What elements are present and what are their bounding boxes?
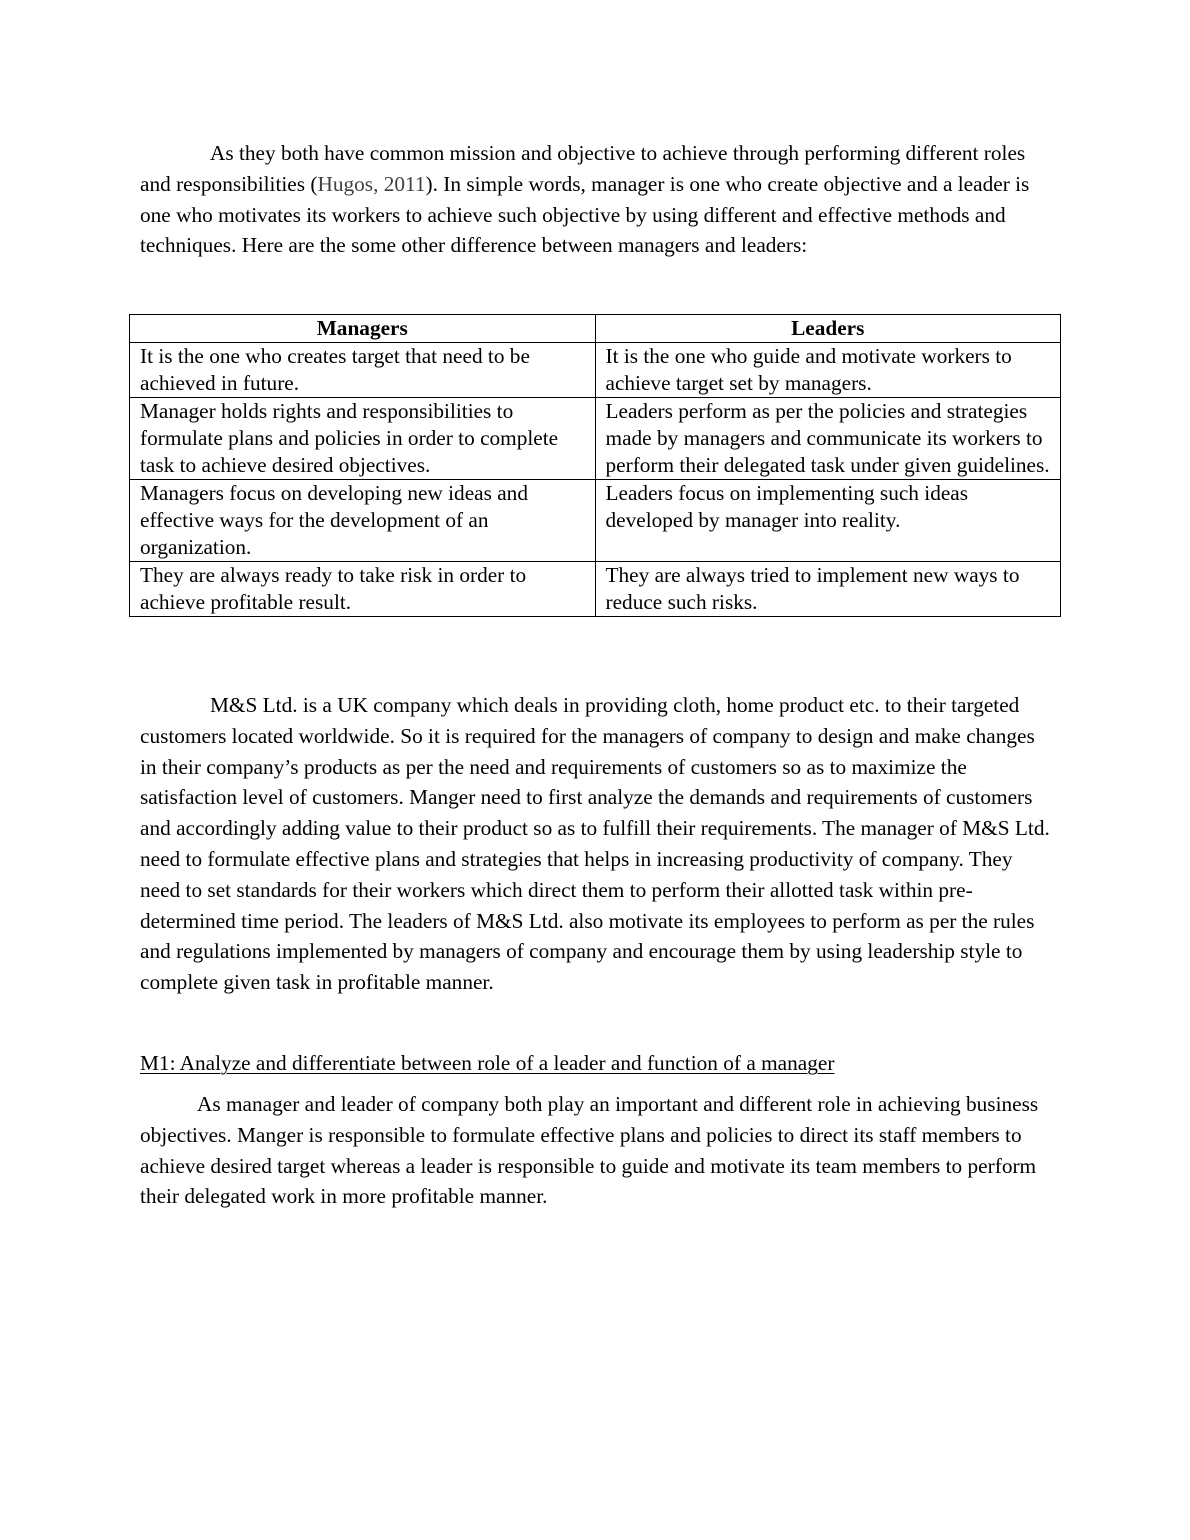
leaders-cell: They are always tried to implement new ways to reduce such risks. — [595, 562, 1061, 617]
managers-cell: Managers focus on developing new ideas and effective ways for the development of an organization. — [130, 480, 596, 562]
managers-cell: Manager holds rights and responsibilities to formulate plans and policies in order to complete task to achieve desired objectives. — [130, 398, 596, 480]
table-row — [130, 343, 1061, 398]
section-heading: M1: Analyze and differentiate between role of a leader and function of a manager — [140, 1051, 835, 1075]
company-paragraph: M&S Ltd. is a UK company which deals in providing cloth, home product etc. to their targeted customers located worldwide. So it is required for the managers of company to design and make changes in their company’s products as per the need and requirements of customers so as to maximize the satisfaction level of customers. Manger need to first analyze the demands and requirements of customers and accordingly adding value to their product so as to fulfill their requirements. The manager of M&S Ltd. need to formulate effective plans and strategies that helps in increasing productivity of company. They need to set standards for their workers which direct them to perform their allotted task within pre-determined time period. The leaders of M&S Ltd. also motivate its employees to perform as per the rules and regulations implemented by managers of company and encourage them by using leadership style to complete given task in profitable manner. — [140, 693, 1050, 995]
leaders-cell: Leaders focus on implementing such ideas developed by manager into reality. — [595, 480, 1061, 562]
managers-cell: They are always ready to take risk in order to achieve profitable result. — [130, 562, 596, 617]
table-header-row — [130, 315, 1061, 343]
managers-cell: It is the one who creates target that need to be achieved in future. — [130, 343, 596, 398]
closing-paragraph: As manager and leader of company both play an important and different role in achieving business objectives. Manger is responsible to formulate effective plans and policies to direct its staff members to achieve desired target whereas a leader is responsible to guide and motivate its team members to perform their delegated work in more profitable manner. — [140, 1092, 1039, 1209]
table-row — [130, 562, 1061, 617]
leaders-cell: Leaders perform as per the policies and strategies made by managers and communicate its workers to perform their delegated task under given guidelines. — [595, 398, 1061, 480]
leaders-cell: It is the one who guide and motivate workers to achieve target set by managers. — [595, 343, 1061, 398]
citation: Hugos, 2011 — [317, 171, 426, 196]
column-header-leaders: Leaders — [595, 315, 1061, 343]
table-row — [130, 480, 1061, 562]
table-row — [130, 398, 1061, 480]
column-header-managers: Managers — [130, 315, 596, 343]
comparison-table — [129, 314, 1061, 617]
intro-text-after-citation: ). In simple words, manager is one who create objective and a leader is one who motivates its workers to achieve such objective by using different and effective methods and techniques. Here are the some other difference between managers and leaders: — [140, 171, 1030, 258]
intro-text-before-citation: As they both have common mission and objective to achieve through performing different roles and responsibilities ( — [140, 141, 1026, 196]
intro-paragraph — [140, 138, 1055, 261]
